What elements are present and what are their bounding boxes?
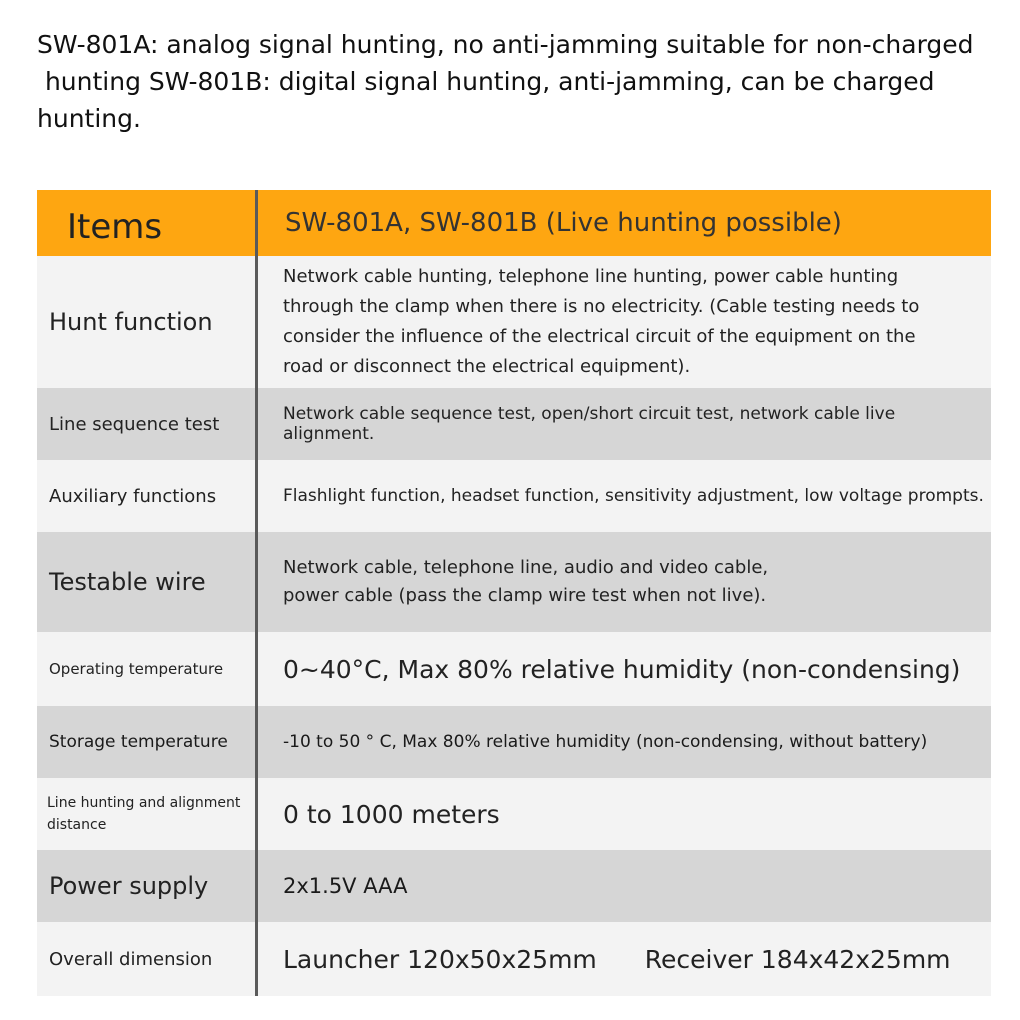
row-label: Overall dimension [49, 948, 213, 970]
row-value-line: power cable (pass the clamp wire test when not live). [283, 585, 767, 606]
row-label [37, 778, 255, 850]
row-value-line: Network cable hunting, telephone line hunting, power cable hunting [283, 266, 899, 287]
row-value: 0~40°C, Max 80% relative humidity (non-condensing) [283, 654, 961, 684]
row-label: Auxiliary functions [49, 485, 217, 507]
row-value: Flashlight function, headset function, sensitivity adjustment, low voltage prompts. [283, 486, 984, 506]
row-label-line: distance [47, 817, 107, 833]
row-value [255, 532, 991, 632]
table-row-line-sequence-test [37, 388, 991, 460]
row-value [255, 256, 991, 388]
table-row-hunt-function [37, 256, 991, 388]
row-value-line: road or disconnect the electrical equipment). [283, 356, 691, 377]
row-label: Power supply [49, 872, 209, 900]
header-value: SW-801A, SW-801B (Live hunting possible) [285, 208, 842, 238]
row-value: -10 to 50 ° C, Max 80% relative humidity (non-condensing, without battery) [283, 732, 928, 752]
table-row-overall-dimension [37, 922, 991, 996]
table-row-testable-wire [37, 532, 991, 632]
row-value [255, 922, 991, 996]
table-header-row [37, 190, 991, 256]
intro-text [37, 26, 974, 137]
row-label: Testable wire [49, 568, 206, 596]
table-row-operating-temperature [37, 632, 991, 706]
intro-line-2: hunting SW-801B: digital signal hunting, anti-jamming, can be charged [37, 67, 935, 96]
row-value-line: consider the influence of the electrical circuit of the equipment on the [283, 326, 916, 347]
column-divider [255, 190, 258, 996]
header-label: Items [67, 207, 163, 247]
table-row-power-supply [37, 850, 991, 922]
row-label: Line sequence test [49, 413, 220, 435]
table-row-line-hunting-distance [37, 778, 991, 850]
intro-line-3: hunting. [37, 104, 141, 133]
intro-line-1: SW-801A: analog signal hunting, no anti-jamming suitable for non-charged [37, 30, 974, 59]
row-value: 2x1.5V AAA [283, 874, 408, 898]
row-label: Operating temperature [49, 660, 224, 678]
table-row-auxiliary-functions [37, 460, 991, 532]
receiver-dimension: Receiver 184x42x25mm [644, 944, 951, 974]
row-label-line: Line hunting and alignment [47, 795, 241, 811]
spec-table [37, 190, 991, 996]
row-label: Storage temperature [49, 732, 228, 752]
row-value: 0 to 1000 meters [283, 799, 500, 829]
row-value: Network cable sequence test, open/short circuit test, network cable live alignment. [283, 404, 896, 444]
row-label: Hunt function [49, 308, 213, 336]
row-value-line: through the clamp when there is no electricity. (Cable testing needs to [283, 296, 920, 317]
row-value-line: Network cable, telephone line, audio and video cable, [283, 557, 769, 578]
table-row-storage-temperature [37, 706, 991, 778]
launcher-dimension: Launcher 120x50x25mm [283, 944, 597, 974]
